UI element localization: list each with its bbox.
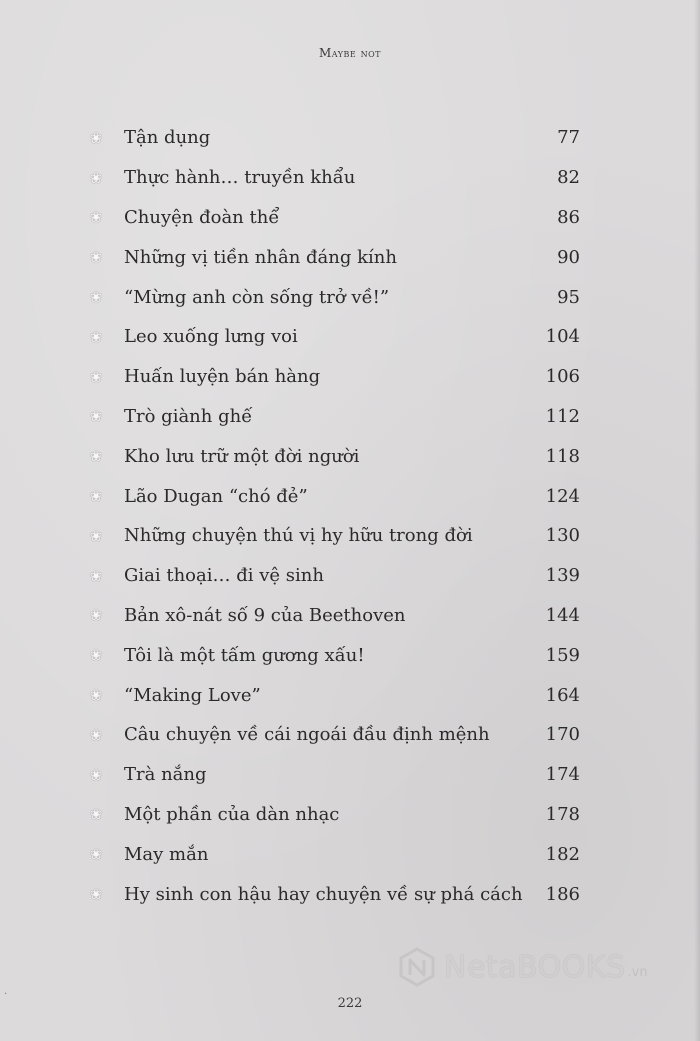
toc-entry-title: Trò giành ghế <box>124 405 253 427</box>
toc-entry <box>88 874 580 914</box>
toc-entry-page: 159 <box>545 644 580 666</box>
toc-entry-title: May mắn <box>124 843 209 865</box>
toc-entry-page: 106 <box>545 366 580 388</box>
toc-entry-page: 112 <box>545 405 580 427</box>
toc-entry <box>88 476 580 516</box>
toc-entry <box>88 556 580 596</box>
white-flower-icon: ❀ <box>89 128 103 147</box>
white-flower-icon: ❀ <box>89 407 103 426</box>
toc-entry-page: 130 <box>545 525 580 547</box>
white-flower-icon: ❀ <box>89 725 103 744</box>
toc-entry-title: Chuyện đoàn thể <box>124 206 280 228</box>
toc-entry <box>88 357 580 397</box>
print-mark: · <box>4 989 8 1000</box>
toc-entry-page: 95 <box>557 286 580 308</box>
white-flower-icon: ❀ <box>89 288 103 307</box>
toc-entry-page: 178 <box>545 803 580 825</box>
white-flower-icon: ❀ <box>89 566 103 585</box>
toc-entry <box>88 755 580 795</box>
toc-entry-page: 170 <box>545 724 580 746</box>
toc-entry-title: Tôi là một tấm gương xấu! <box>124 644 365 666</box>
toc-entry-title: Trà nắng <box>124 764 207 786</box>
toc-entry-title: Hy sinh con hậu hay chuyện về sự phá cách <box>124 883 523 905</box>
watermark-brand: NetaBOOKS <box>444 949 626 985</box>
white-flower-icon: ❀ <box>89 526 103 545</box>
netabooks-logo-icon <box>398 947 436 987</box>
white-flower-icon: ❀ <box>89 327 103 346</box>
white-flower-icon: ❀ <box>89 845 103 864</box>
toc-entry-page: 124 <box>545 485 580 507</box>
toc-entry <box>88 516 580 556</box>
toc-entry <box>88 237 580 277</box>
toc-entry-title: Những vị tiền nhân đáng kính <box>124 246 397 268</box>
toc-entry-page: 90 <box>557 246 580 268</box>
toc-entry-title: Huấn luyện bán hàng <box>124 366 321 388</box>
toc-entry <box>88 675 580 715</box>
toc-entry-page: 144 <box>545 604 580 626</box>
toc-entry-page: 77 <box>557 127 580 149</box>
white-flower-icon: ❀ <box>89 606 103 625</box>
page-number: 222 <box>337 996 363 1011</box>
toc-entry <box>88 118 580 158</box>
toc-entry-page: 86 <box>557 206 580 228</box>
toc-entry-title: Bản xô-nát số 9 của Beethoven <box>124 604 406 626</box>
toc-entry <box>88 397 580 437</box>
toc-entry-title: Kho lưu trữ một đời người <box>124 445 360 467</box>
toc-entry-title: Một phần của dàn nhạc <box>124 803 340 825</box>
toc-entry <box>88 596 580 636</box>
toc-entry <box>88 436 580 476</box>
white-flower-icon: ❀ <box>89 805 103 824</box>
toc-entry-title: “Making Love” <box>124 684 261 706</box>
toc-entry-title: Tận dụng <box>124 127 211 149</box>
toc-entry-page: 186 <box>545 883 580 905</box>
toc-entry <box>88 158 580 198</box>
toc-entry-title: Lão Dugan “chó đẻ” <box>124 485 308 507</box>
white-flower-icon: ❀ <box>89 367 103 386</box>
white-flower-icon: ❀ <box>89 885 103 904</box>
toc-entry-title: Leo xuống lưng voi <box>124 326 298 348</box>
toc-entry <box>88 715 580 755</box>
white-flower-icon: ❀ <box>89 248 103 267</box>
toc-entry <box>88 317 580 357</box>
toc-entry <box>88 795 580 835</box>
toc-entry-page: 118 <box>545 445 580 467</box>
toc-entry-page: 104 <box>545 326 580 348</box>
toc-entry <box>88 198 580 238</box>
toc-entry-title: Những chuyện thú vị hy hữu trong đời <box>124 525 473 547</box>
running-head: Maybe not <box>319 46 381 60</box>
white-flower-icon: ❀ <box>89 646 103 665</box>
white-flower-icon: ❀ <box>89 487 103 506</box>
white-flower-icon: ❀ <box>89 686 103 705</box>
toc-entry <box>88 277 580 317</box>
toc-entry-title: Giai thoại… đi vệ sinh <box>124 565 324 587</box>
toc-entry <box>88 834 580 874</box>
toc-entry-title: “Mừng anh còn sống trở về!” <box>124 286 390 308</box>
toc-entry-page: 82 <box>557 167 580 189</box>
toc-entry-title: Câu chuyện về cái ngoái đầu định mệnh <box>124 724 490 746</box>
white-flower-icon: ❀ <box>89 447 103 466</box>
white-flower-icon: ❀ <box>89 208 103 227</box>
table-of-contents <box>88 118 580 914</box>
toc-entry-page: 164 <box>545 684 580 706</box>
page-edge <box>694 0 700 1041</box>
watermark <box>398 942 648 992</box>
toc-entry-title: Thực hành… truyền khẩu <box>124 167 356 189</box>
watermark-suffix: .vn <box>627 965 648 980</box>
toc-entry-page: 182 <box>545 843 580 865</box>
toc-entry-page: 174 <box>545 764 580 786</box>
white-flower-icon: ❀ <box>89 765 103 784</box>
white-flower-icon: ❀ <box>89 168 103 187</box>
toc-entry <box>88 635 580 675</box>
toc-entry-page: 139 <box>545 565 580 587</box>
